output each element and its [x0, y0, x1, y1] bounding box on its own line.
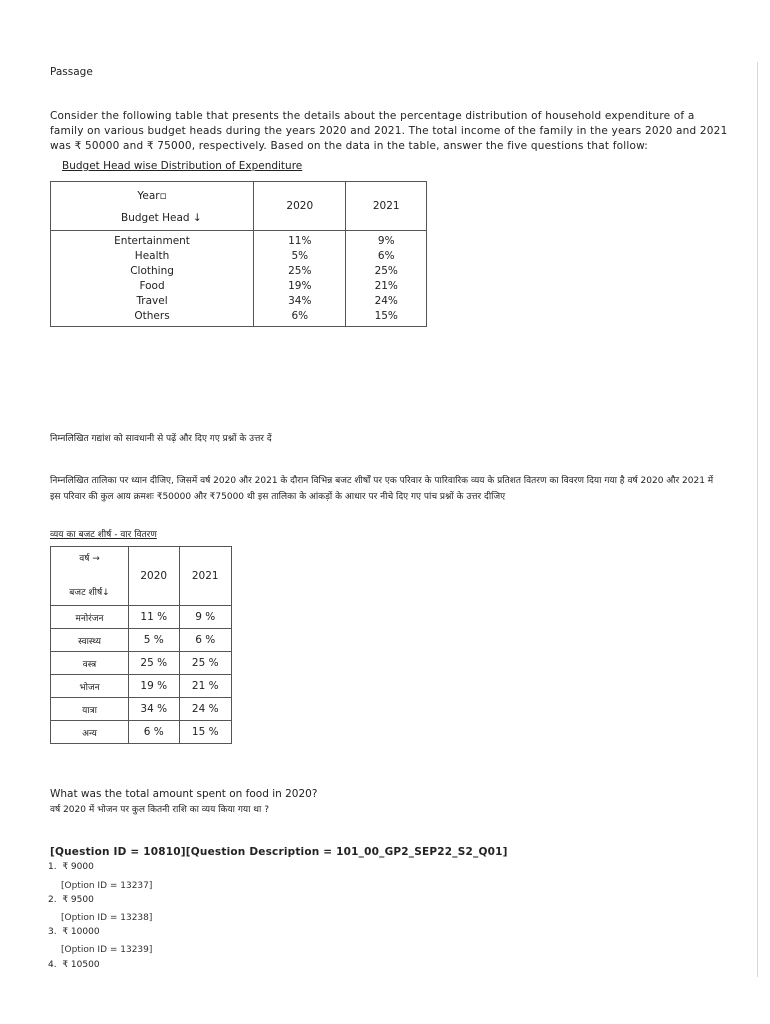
row-2020: 5%: [254, 249, 346, 264]
row-2020: 34 %: [128, 698, 179, 721]
header-2020: 2020: [128, 547, 179, 606]
hindi-instruction: निम्नलिखित गद्यांश को सावधानी से पढ़ें और दिए गए प्रश्नों के उत्तर दें: [50, 434, 272, 444]
table-row: [51, 294, 427, 309]
row-2021: 25%: [346, 264, 427, 279]
right-margin-line: [757, 62, 758, 977]
row-2021: 24 %: [179, 698, 232, 721]
row-2020: 11%: [254, 231, 346, 250]
row-2021: 25 %: [179, 652, 232, 675]
option-id: [Option ID = 13239]: [61, 945, 153, 955]
row-2020: 19%: [254, 279, 346, 294]
row-head: Health: [51, 249, 254, 264]
option-1[interactable]: [48, 862, 94, 872]
option-3[interactable]: [48, 927, 100, 937]
header-budget-label: Budget Head ↓: [121, 212, 202, 224]
table-row: [51, 309, 427, 327]
row-2020: 25%: [254, 264, 346, 279]
row-2020: 25 %: [128, 652, 179, 675]
row-head: वस्त्र: [51, 652, 129, 675]
row-2021: 9 %: [179, 606, 232, 629]
table-row: [51, 606, 232, 629]
header-2020: 2020: [254, 182, 346, 231]
table-row: [51, 698, 232, 721]
header-2021: 2021: [346, 182, 427, 231]
row-head: मनोरंजन: [51, 606, 129, 629]
row-head: Travel: [51, 294, 254, 309]
header-cell-budget: [51, 547, 129, 606]
english-table-caption: Budget Head wise Distribution of Expenditure: [62, 160, 303, 172]
table-row: [51, 249, 427, 264]
row-2020: 6 %: [128, 721, 179, 744]
header-year-label: वर्ष →: [79, 554, 100, 564]
question-meta: [Question ID = 10810][Question Description = 101_00_GP2_SEP22_S2_Q01]: [50, 846, 508, 858]
row-2021: 15 %: [179, 721, 232, 744]
option-number: 4.: [48, 960, 57, 970]
row-head: अन्य: [51, 721, 129, 744]
row-head: Entertainment: [51, 231, 254, 250]
row-head: भोजन: [51, 675, 129, 698]
table-row: [51, 279, 427, 294]
option-4[interactable]: [48, 960, 100, 970]
row-head: Food: [51, 279, 254, 294]
hindi-intro-paragraph: निम्नलिखित तालिका पर ध्यान दीजिए, जिसमें वर्ष 2020 और 2021 के दौरान विभिन्न बजट शीर्षों पर एक परिवार के पारिवारिक व्यय के प्रतिशत वितरण का विवरण दिया गया है वर्ष 2020 और 2021 में इस परिवार की कुल आय क्रमशः ₹50000 और ₹75000 थी इस तालिका के आंकड़ों के आधार पर नीचे दिए गए पांच प्रश्नों के उत्तर दीजिए: [50, 476, 714, 502]
row-head: Clothing: [51, 264, 254, 279]
row-head: Others: [51, 309, 254, 327]
table-header-row: [51, 182, 427, 231]
row-head: स्वास्थ्य: [51, 629, 129, 652]
option-text: ₹ 10000: [62, 927, 100, 937]
option-number: 3.: [48, 927, 57, 937]
table-row: [51, 652, 232, 675]
row-2021: 6 %: [179, 629, 232, 652]
row-2021: 24%: [346, 294, 427, 309]
row-2021: 21%: [346, 279, 427, 294]
row-2020: 19 %: [128, 675, 179, 698]
header-budget-label: बजट शीर्ष↓: [69, 588, 110, 598]
table-row: [51, 629, 232, 652]
option-text: ₹ 9500: [62, 895, 94, 905]
hindi-table-caption: व्यय का बजट शीर्ष - वार वितरण: [50, 530, 157, 540]
english-intro-paragraph: Consider the following table that presents the details about the percentage distribution of household expenditure of a family on various budget heads during the years 2020 and 2021. The total income of the family in the years 2020 and 2021 was ₹ 50000 and ₹ 75000, respectively. Based on the data in the table, answer the five questions that follow:: [50, 110, 728, 152]
option-number: 1.: [48, 862, 57, 872]
table-header-row: [51, 547, 232, 606]
row-2020: 11 %: [128, 606, 179, 629]
option-id: [Option ID = 13237]: [61, 881, 153, 891]
option-number: 2.: [48, 895, 57, 905]
option-id: [Option ID = 13238]: [61, 913, 153, 923]
row-2021: 6%: [346, 249, 427, 264]
option-text: ₹ 9000: [62, 862, 94, 872]
row-2020: 5 %: [128, 629, 179, 652]
question-english: What was the total amount spent on food in 2020?: [50, 788, 318, 800]
table-row: [51, 675, 232, 698]
row-2020: 34%: [254, 294, 346, 309]
header-year-label: Year▫: [137, 190, 167, 202]
option-text: ₹ 10500: [62, 960, 100, 970]
row-2021: 21 %: [179, 675, 232, 698]
table-row: [51, 721, 232, 744]
table-row: [51, 264, 427, 279]
row-2020: 6%: [254, 309, 346, 327]
header-2021: 2021: [179, 547, 232, 606]
row-2021: 9%: [346, 231, 427, 250]
hindi-expenditure-table: [50, 546, 232, 744]
table-row: [51, 231, 427, 250]
row-head: यात्रा: [51, 698, 129, 721]
option-2[interactable]: [48, 895, 94, 905]
header-cell-budget: [51, 182, 254, 231]
row-2021: 15%: [346, 309, 427, 327]
question-hindi: वर्ष 2020 में भोजन पर कुल कितनी राशि का व्यय किया गया था ?: [50, 805, 270, 815]
english-expenditure-table: [50, 181, 427, 327]
passage-label: Passage: [50, 66, 93, 78]
